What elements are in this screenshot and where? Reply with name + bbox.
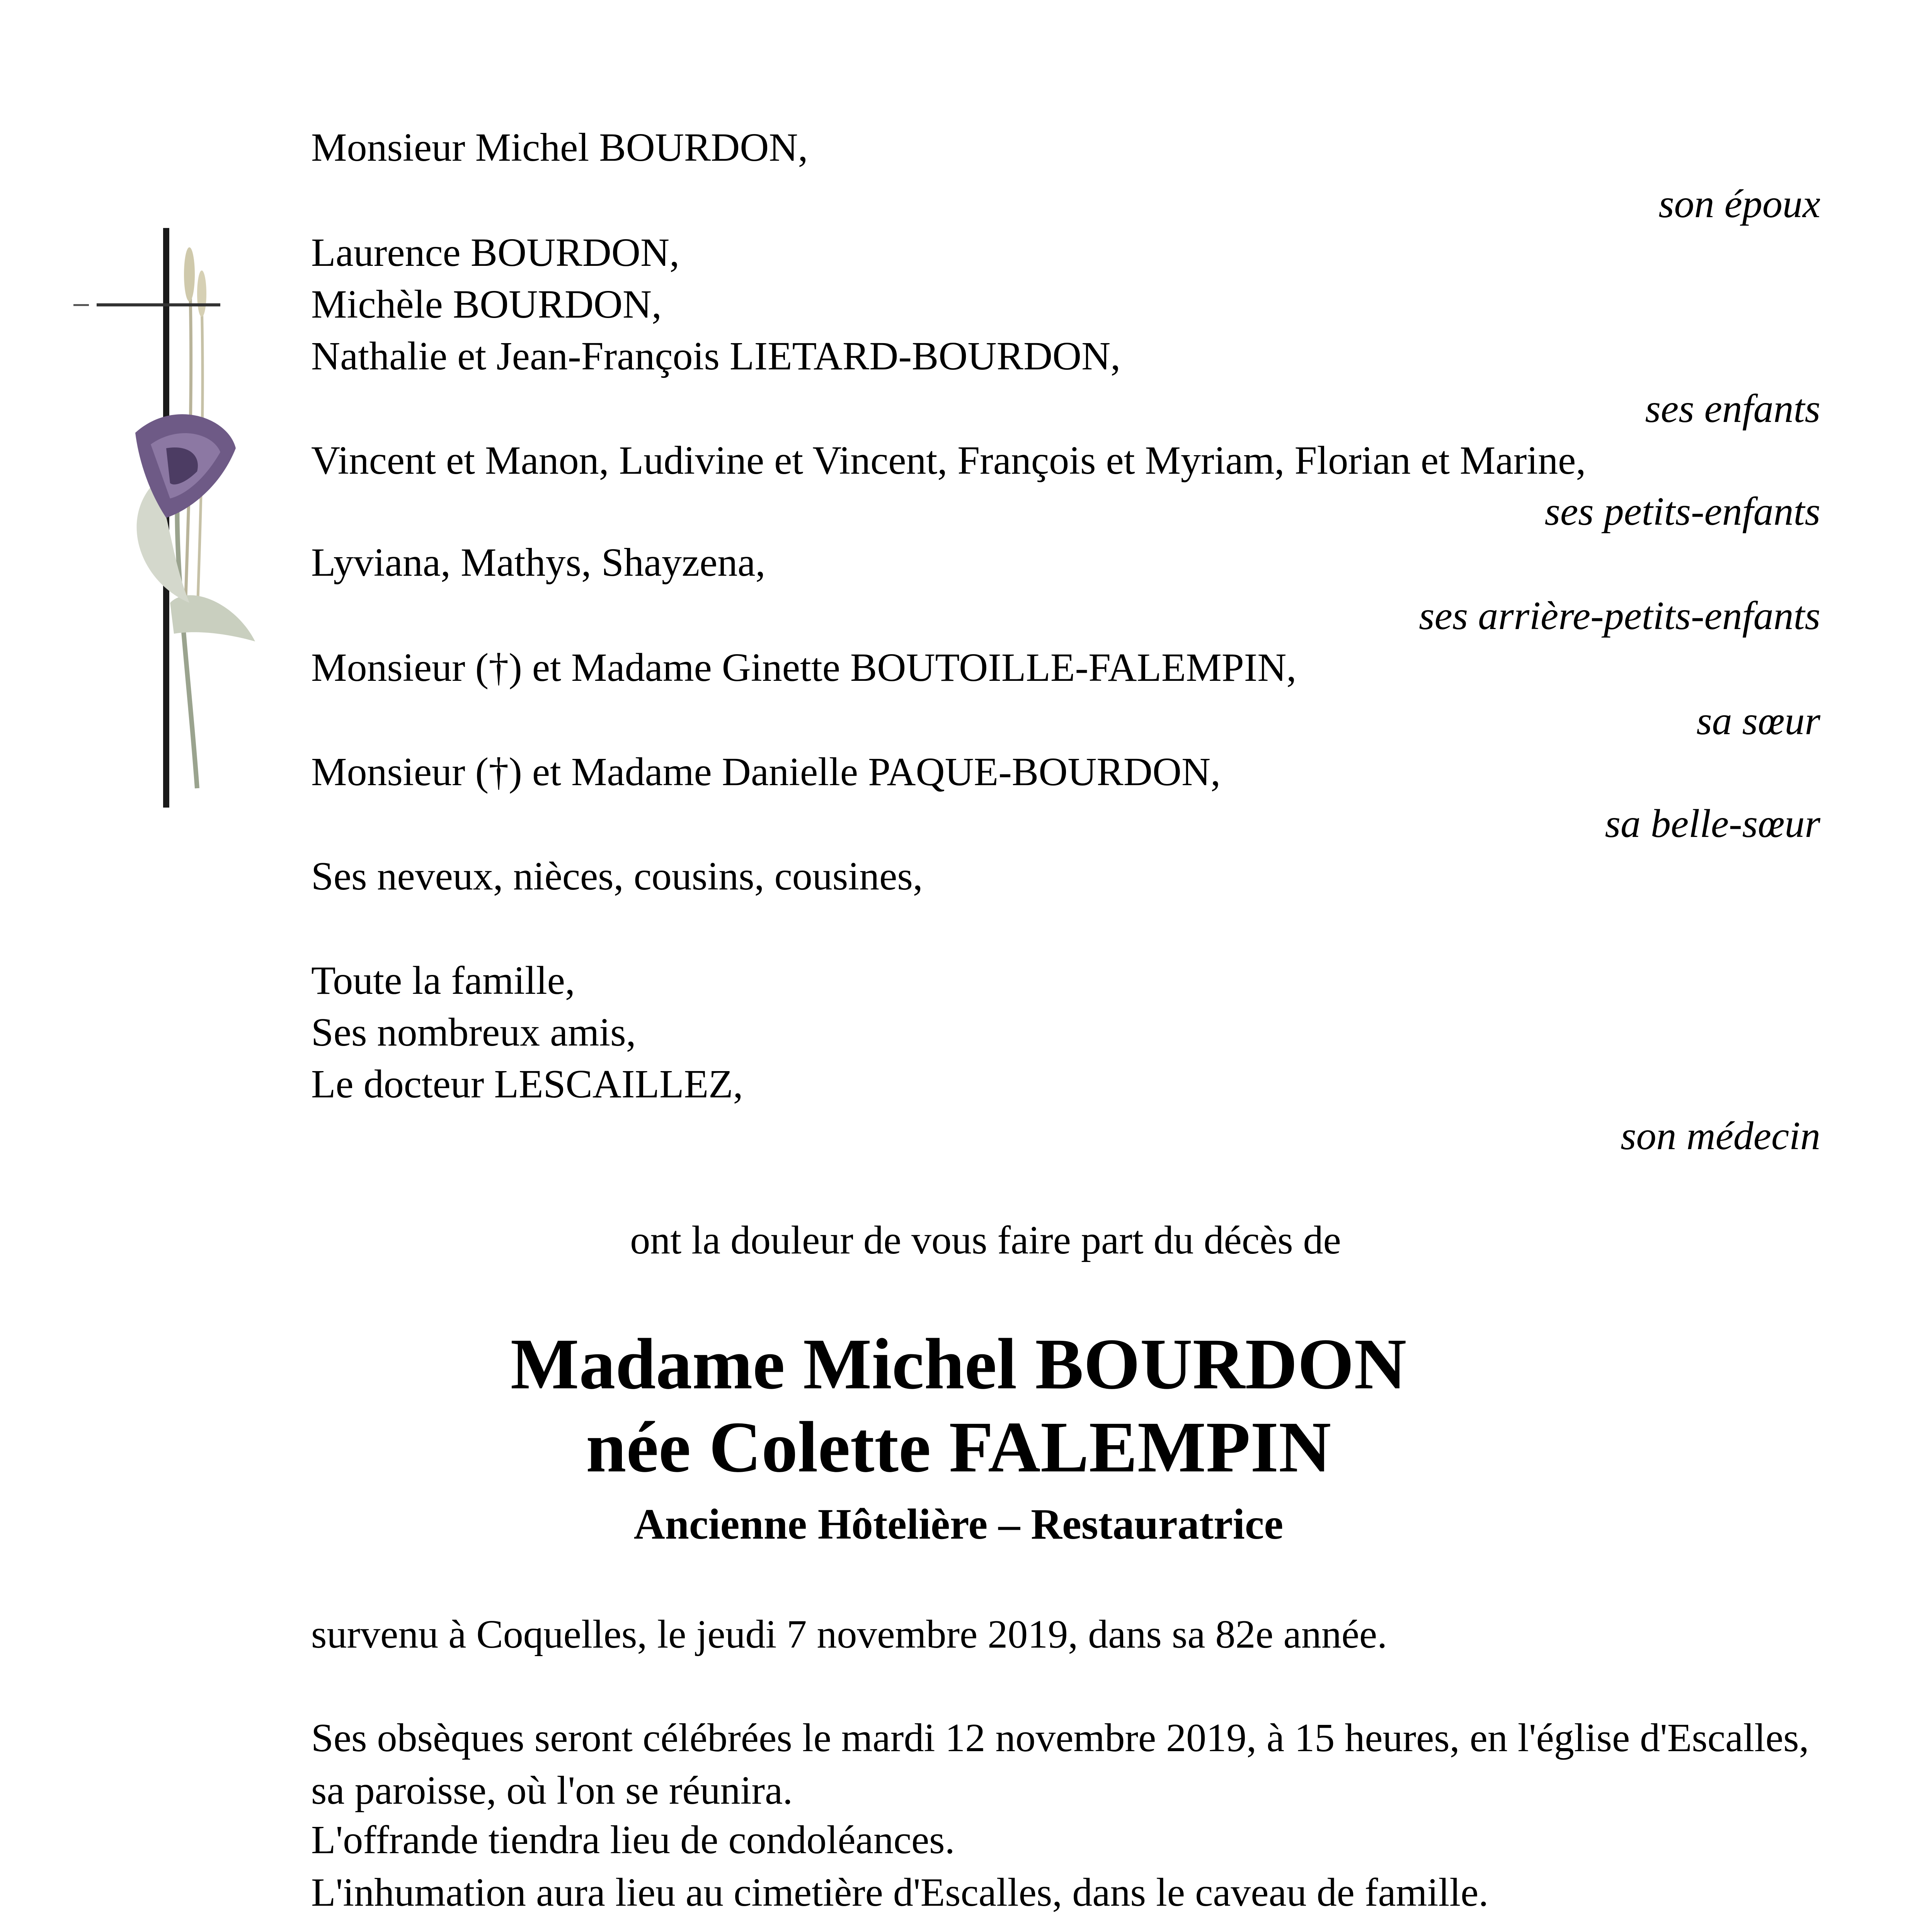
- deceased-profession: Ancienne Hôtelière – Restauratrice: [633, 1500, 1284, 1548]
- family-line: Monsieur (†) et Madame Ginette BOUTOILLE-FALEMPIN,: [311, 645, 1297, 690]
- cross-lily-icon: [73, 216, 274, 819]
- family-line: Vincent et Manon, Ludivine et Vincent, François et Myriam, Florian et Marine,: [311, 438, 1586, 483]
- announcement-text: ont la douleur de vous faire part du décès de: [630, 1218, 1341, 1262]
- family-line: Lyviana, Mathys, Shayzena,: [311, 540, 766, 585]
- family-line: Le docteur LESCAILLEZ,: [311, 1062, 743, 1106]
- relation-label: son médecin: [1621, 1114, 1820, 1158]
- family-line: Ses nombreux amis,: [311, 1010, 636, 1054]
- family-line: Michèle BOURDON,: [311, 282, 662, 327]
- death-line: survenu à Coquelles, le jeudi 7 novembre 2019, dans sa 82e année.: [311, 1612, 1388, 1656]
- deceased-maiden-name: née Colette FALEMPIN: [586, 1406, 1331, 1487]
- family-line: Ses neveux, nièces, cousins, cousines,: [311, 854, 923, 898]
- funeral-paragraph: Ses obsèques seront célébrées le mardi 12 novembre 2019, à 15 heures, en l'église d'Escalles, sa paroisse, où l'on se réunira.: [311, 1716, 1809, 1813]
- family-line: Laurence BOURDON,: [311, 230, 680, 275]
- relation-label: ses arrière-petits-enfants: [1419, 594, 1820, 638]
- relation-label: sa belle-sœur: [1605, 801, 1820, 846]
- relation-label: sa sœur: [1696, 699, 1820, 743]
- relation-label: ses petits-enfants: [1544, 489, 1820, 534]
- deceased-name: Madame Michel BOURDON: [510, 1323, 1407, 1404]
- relation-label: ses enfants: [1645, 386, 1820, 431]
- family-line: Monsieur (†) et Madame Danielle PAQUE-BOURDON,: [311, 750, 1221, 794]
- family-line: Toute la famille,: [311, 958, 575, 1003]
- family-line: Nathalie et Jean-François LIETARD-BOURDON,: [311, 334, 1121, 378]
- family-line: Monsieur Michel BOURDON,: [311, 125, 808, 170]
- funeral-offering: L'offrande tiendra lieu de condoléances.: [311, 1818, 955, 1862]
- funeral-burial: L'inhumation aura lieu au cimetière d'Escalles, dans le caveau de famille.: [311, 1870, 1489, 1915]
- relation-label: son époux: [1658, 182, 1820, 226]
